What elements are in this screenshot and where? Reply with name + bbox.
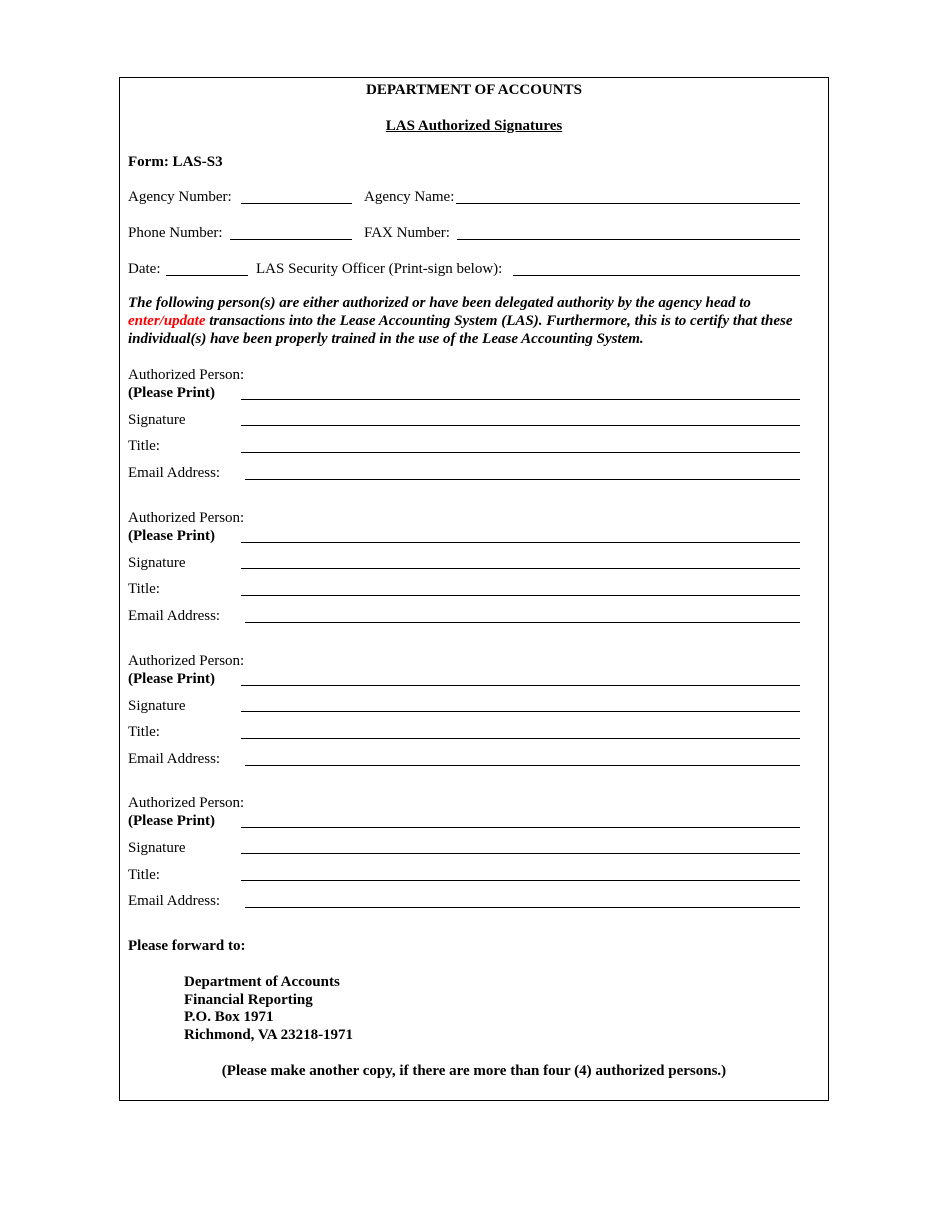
fax-number-label: FAX Number:: [364, 225, 450, 241]
security-officer-field[interactable]: [513, 275, 800, 276]
authorized-person-field[interactable]: [241, 685, 800, 686]
fax-number-field[interactable]: [457, 239, 800, 240]
address-line: Department of Accounts: [184, 974, 340, 990]
title-field[interactable]: [241, 452, 800, 453]
authorized-person-label: Authorized Person:: [128, 510, 245, 526]
signature-field[interactable]: [241, 853, 800, 854]
title-label: Title:: [128, 724, 160, 740]
title-field[interactable]: [241, 595, 800, 596]
email-field[interactable]: [245, 622, 800, 623]
email-label: Email Address:: [128, 465, 221, 481]
email-label: Email Address:: [128, 608, 221, 624]
signature-label: Signature: [128, 840, 186, 856]
security-officer-label: LAS Security Officer (Print-sign below):: [256, 261, 503, 277]
please-print-label: (Please Print): [128, 385, 216, 401]
title-label: Title:: [128, 581, 160, 597]
signature-label: Signature: [128, 698, 186, 714]
title-label: Title:: [128, 867, 160, 883]
please-print-label: (Please Print): [128, 813, 216, 829]
address-line: Richmond, VA 23218-1971: [184, 1027, 354, 1043]
title-field[interactable]: [241, 738, 800, 739]
phone-number-field[interactable]: [230, 239, 352, 240]
signature-field[interactable]: [241, 568, 800, 569]
agency-name-field[interactable]: [456, 203, 800, 204]
authorized-person-label: Authorized Person:: [128, 367, 245, 383]
address-line: P.O. Box 1971: [184, 1009, 274, 1025]
authorized-person-label: Authorized Person:: [128, 653, 245, 669]
address-line: Financial Reporting: [184, 992, 313, 1008]
agency-number-field[interactable]: [241, 203, 352, 204]
highlight-enter-update: enter/update: [128, 313, 206, 329]
date-label: Date:: [128, 261, 161, 277]
form-id: Form: LAS-S3: [128, 154, 223, 170]
authorized-person-label: Authorized Person:: [128, 795, 245, 811]
copy-note: (Please make another copy, if there are more than four (4) authorized persons.): [221, 1063, 727, 1079]
signature-field[interactable]: [241, 711, 800, 712]
form-container: [119, 77, 829, 1101]
department-heading: DEPARTMENT OF ACCOUNTS: [366, 82, 582, 98]
forward-heading: Please forward to:: [128, 938, 246, 954]
signature-field[interactable]: [241, 425, 800, 426]
title-field[interactable]: [241, 880, 800, 881]
email-label: Email Address:: [128, 751, 221, 767]
signature-label: Signature: [128, 555, 186, 571]
email-field[interactable]: [245, 765, 800, 766]
form-title: LAS Authorized Signatures: [385, 118, 563, 134]
please-print-label: (Please Print): [128, 528, 216, 544]
authorized-person-field[interactable]: [241, 542, 800, 543]
signature-label: Signature: [128, 412, 186, 428]
agency-number-label: Agency Number:: [128, 189, 232, 205]
authorized-person-field[interactable]: [241, 827, 800, 828]
email-label: Email Address:: [128, 893, 221, 909]
date-field[interactable]: [166, 275, 248, 276]
agency-name-label: Agency Name:: [364, 189, 455, 205]
phone-number-label: Phone Number:: [128, 225, 223, 241]
email-field[interactable]: [245, 907, 800, 908]
please-print-label: (Please Print): [128, 671, 216, 687]
email-field[interactable]: [245, 479, 800, 480]
authorized-person-field[interactable]: [241, 399, 800, 400]
certification-statement: The following person(s) are either authorized or have been delegated authority by the agency head to enter/update transactions into the Lease Accounting System (LAS). Furthermore, this is to certify that these individual(s) have been properly trained in the use of the Lease Accounting System.: [128, 295, 793, 347]
title-label: Title:: [128, 438, 160, 454]
